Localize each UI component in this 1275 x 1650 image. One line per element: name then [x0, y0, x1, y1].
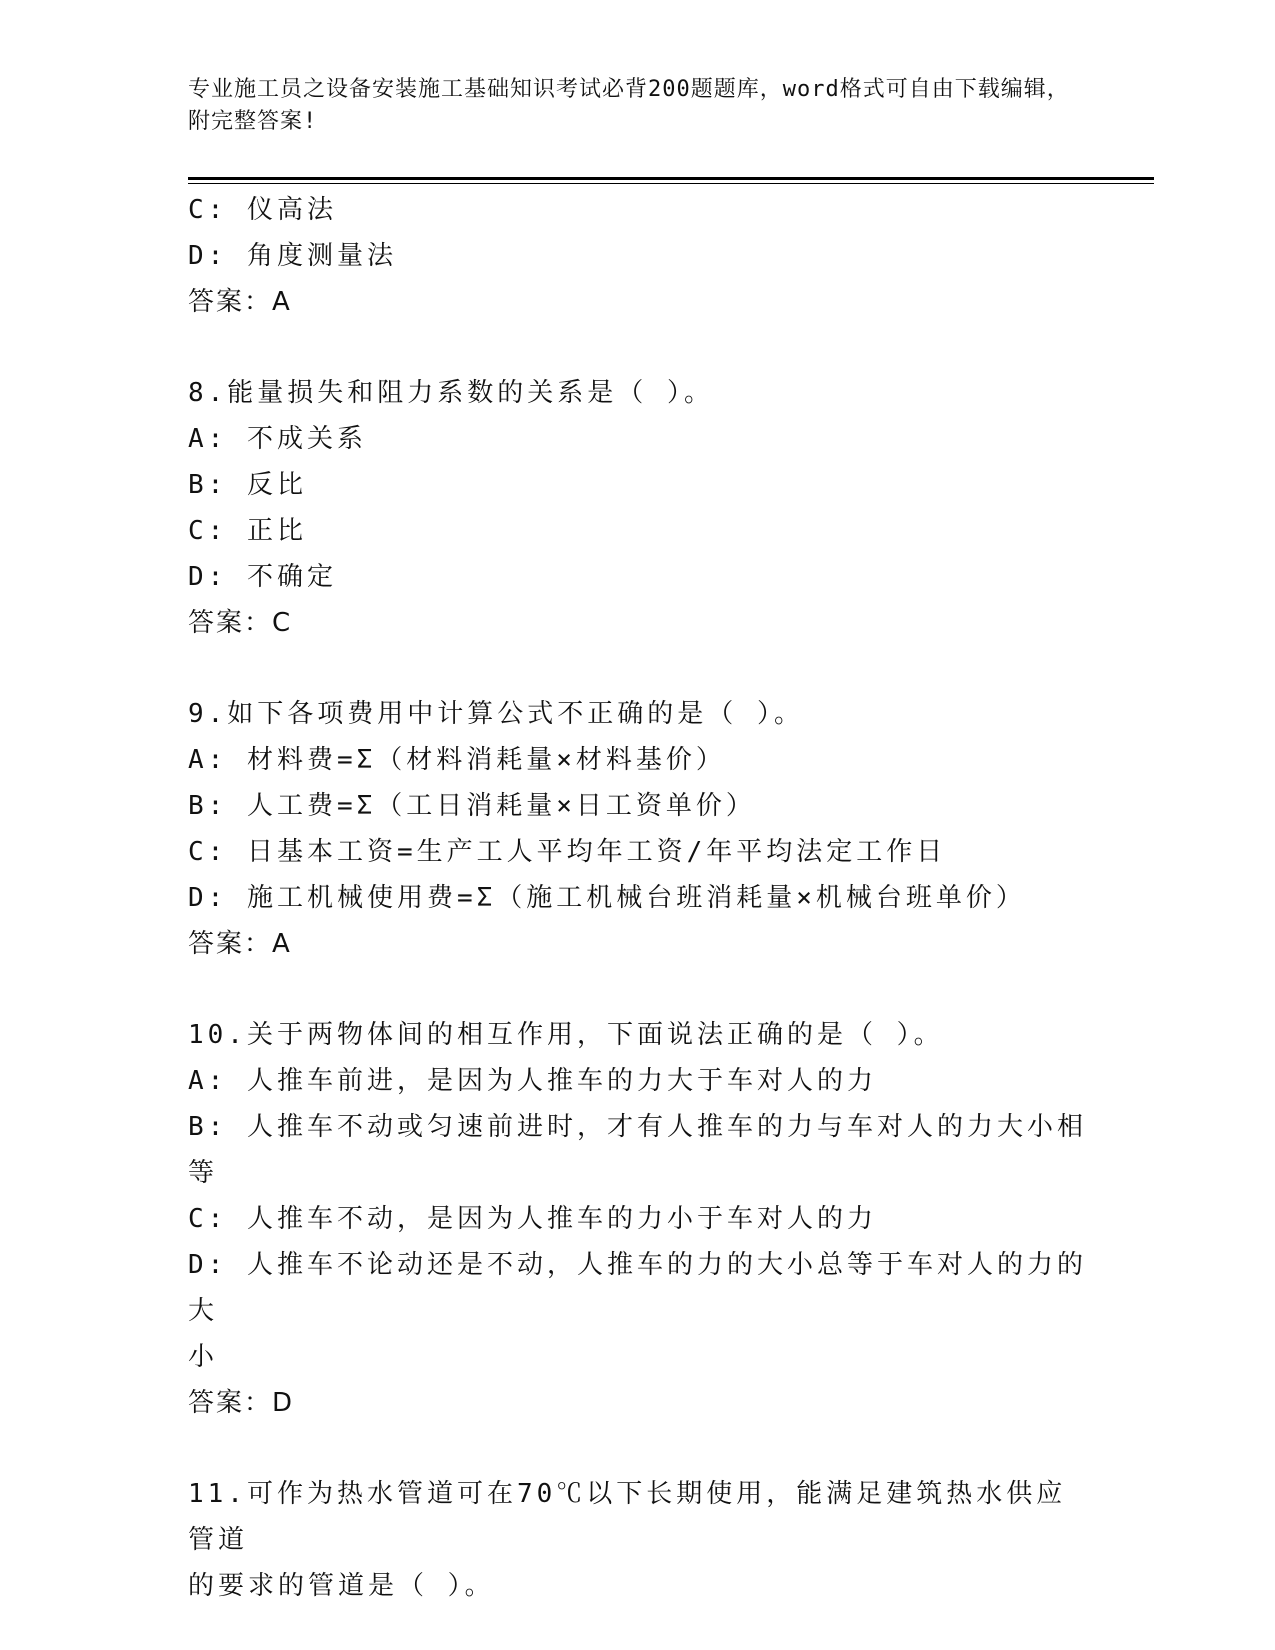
question-11	[188, 1471, 1088, 1609]
option-d: D: 角度测量法	[188, 241, 397, 271]
answer: 答案：D	[188, 1388, 295, 1418]
question-7-tail	[188, 187, 1088, 325]
option-c: C: 人推车不动，是因为人推车的力小于车对人的力	[188, 1204, 877, 1234]
question-9	[188, 691, 1088, 967]
option-d-line-2: 小	[188, 1342, 219, 1372]
option-b: B: 人推车不动或匀速前进时，才有人推车的力与车对人的力大小相等	[188, 1112, 1087, 1188]
option-a: A: 人推车前进，是因为人推车的力大于车对人的力	[188, 1066, 877, 1096]
option-a: A: 材料费=Σ（材料消耗量×材料基价）	[188, 745, 726, 775]
question-text-line-1: 11.可作为热水管道可在70℃以下长期使用，能满足建筑热水供应管道	[188, 1479, 1067, 1555]
question-text-line-2: 的要求的管道是（ ）。	[188, 1571, 495, 1601]
option-c: C: 仪高法	[188, 195, 337, 225]
option-c: C: 正比	[188, 516, 307, 546]
spacer	[188, 1426, 1088, 1471]
header-rule-thick	[188, 177, 1154, 180]
spacer	[188, 325, 1088, 370]
option-b: B: 反比	[188, 470, 307, 500]
question-text: 10.关于两物体间的相互作用，下面说法正确的是（ ）。	[188, 1020, 944, 1050]
option-d-line-1: D: 人推车不论动还是不动，人推车的力的大小总等于车对人的力的大	[188, 1250, 1087, 1326]
document-header: 专业施工员之设备安装施工基础知识考试必背200题题库，word格式可自由下载编辑，附完整答案!	[188, 77, 1070, 134]
answer: 答案：A	[188, 929, 292, 959]
option-b: B: 人工费=Σ（工日消耗量×日工资单价）	[188, 791, 756, 821]
question-10	[188, 1012, 1088, 1426]
option-d: D: 不确定	[188, 562, 337, 592]
spacer	[188, 646, 1088, 691]
question-8	[188, 370, 1088, 646]
question-text: 9.如下各项费用中计算公式不正确的是（ ）。	[188, 699, 804, 729]
option-a: A: 不成关系	[188, 424, 367, 454]
answer: 答案：C	[188, 608, 293, 638]
question-text: 8.能量损失和阻力系数的关系是（ ）。	[188, 378, 714, 408]
header-rule-thin	[188, 183, 1154, 184]
option-c: C: 日基本工资=生产工人平均年工资/年平均法定工作日	[188, 837, 947, 867]
answer: 答案：A	[188, 287, 292, 317]
question-list	[188, 187, 1088, 1609]
spacer	[188, 967, 1088, 1012]
option-d: D: 施工机械使用费=Σ（施工机械台班消耗量×机械台班单价）	[188, 883, 1026, 913]
